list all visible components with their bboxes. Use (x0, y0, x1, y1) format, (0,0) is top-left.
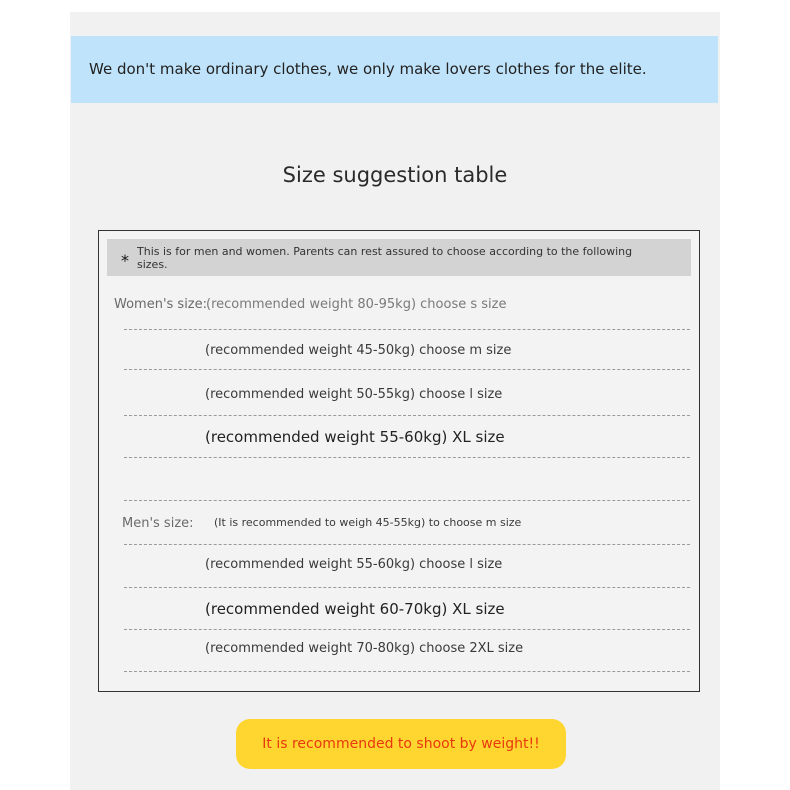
note-text: This is for men and women. Parents can rest assured to choose according to the following sizes. (137, 245, 633, 271)
divider (124, 457, 690, 458)
womens-row-m: (recommended weight 45-50kg) choose m size (205, 343, 512, 358)
note-bar (107, 239, 691, 276)
weight-callout (236, 719, 566, 769)
divider (124, 629, 690, 630)
mens-row-l: (recommended weight 55-60kg) choose l size (205, 557, 503, 572)
mens-row-2xl: (recommended weight 70-80kg) choose 2XL size (205, 641, 524, 656)
womens-size-label: Women's size: (114, 297, 208, 312)
womens-row-l: (recommended weight 50-55kg) choose l size (205, 387, 503, 402)
mens-row-xl: (recommended weight 60-70kg) XL size (205, 600, 505, 618)
page-title: Size suggestion table (282, 163, 508, 187)
divider (124, 329, 690, 330)
slogan-text: We don't make ordinary clothes, we only make lovers clothes for the elite. (89, 60, 647, 78)
divider (124, 369, 690, 370)
mens-size-label: Men's size: (122, 516, 194, 531)
divider (124, 671, 690, 672)
divider (124, 544, 690, 545)
divider (124, 415, 690, 416)
womens-row-s: (recommended weight 80-95kg) choose s size (206, 297, 507, 312)
divider (124, 500, 690, 501)
slogan-banner (71, 36, 718, 103)
callout-text: It is recommended to shoot by weight!! (262, 736, 540, 752)
divider (124, 587, 690, 588)
womens-row-xl: (recommended weight 55-60kg) XL size (205, 428, 505, 446)
mens-row-m: (It is recommended to weigh 45-55kg) to choose m size (214, 516, 522, 529)
asterisk-icon: * (121, 251, 129, 270)
